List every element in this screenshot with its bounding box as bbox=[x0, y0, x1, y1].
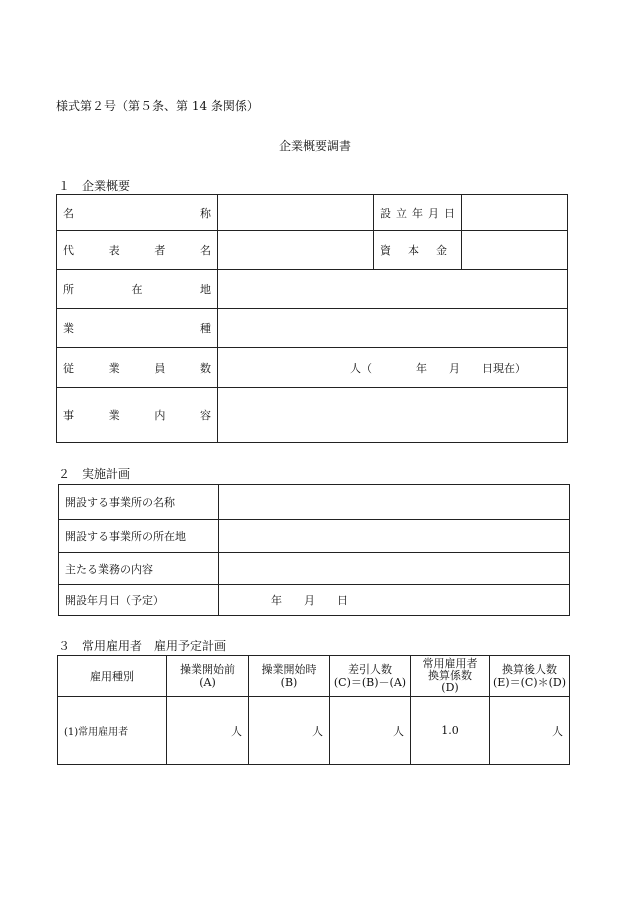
value-established[interactable] bbox=[462, 195, 568, 231]
label-representative: 代 表 者 名 bbox=[57, 231, 218, 270]
row-business bbox=[57, 388, 568, 443]
row-representative bbox=[57, 231, 568, 270]
section3-heading: ３ 常用雇用者 雇用予定計画 bbox=[58, 639, 227, 653]
plan-value[interactable] bbox=[219, 553, 570, 585]
label-business: 事 業 内 容 bbox=[57, 388, 218, 443]
header-employment-type: 雇用種別 bbox=[58, 656, 167, 697]
header-row bbox=[58, 656, 570, 697]
cell-e[interactable]: 人 bbox=[490, 697, 570, 765]
implementation-plan-table bbox=[58, 484, 570, 616]
header-converted: 換算後人数 (E)＝(C)＊(D) bbox=[490, 656, 570, 697]
value-address[interactable] bbox=[218, 270, 568, 309]
row-employees bbox=[57, 348, 568, 388]
value-capital[interactable] bbox=[462, 231, 568, 270]
header-coefficient: 常用雇用者 換算係数 (D) bbox=[411, 656, 490, 697]
label-name: 名 称 bbox=[57, 195, 218, 231]
plan-row bbox=[59, 585, 570, 616]
cell-type: (1)常用雇用者 bbox=[58, 697, 167, 765]
cell-b[interactable]: 人 bbox=[249, 697, 330, 765]
plan-label: 開設年月日（予定） bbox=[59, 585, 219, 616]
row-name bbox=[57, 195, 568, 231]
section2-heading: ２ 実施計画 bbox=[58, 467, 131, 481]
value-business[interactable] bbox=[218, 388, 568, 443]
plan-value[interactable]: 年 月 日 bbox=[219, 585, 570, 616]
value-employees[interactable]: 人（ 年 月 日現在） bbox=[218, 348, 568, 388]
form-number: 様式第２号（第５条、第 14 条関係） bbox=[56, 99, 259, 113]
cell-c[interactable]: 人 bbox=[330, 697, 411, 765]
cell-d: 1.0 bbox=[411, 697, 490, 765]
document-title: 企業概要調書 bbox=[278, 139, 351, 153]
plan-row bbox=[59, 553, 570, 585]
header-difference: 差引人数 (C)＝(B)－(A) bbox=[330, 656, 411, 697]
header-before-start: 操業開始前 (A) bbox=[167, 656, 249, 697]
label-industry: 業 種 bbox=[57, 309, 218, 348]
plan-value[interactable] bbox=[219, 520, 570, 553]
label-employees: 従 業 員 数 bbox=[57, 348, 218, 388]
value-name[interactable] bbox=[218, 195, 374, 231]
data-row bbox=[58, 697, 570, 765]
row-industry bbox=[57, 309, 568, 348]
value-industry[interactable] bbox=[218, 309, 568, 348]
plan-label: 開設する事業所の所在地 bbox=[59, 520, 219, 553]
cell-a[interactable]: 人 bbox=[167, 697, 249, 765]
label-established: 設 立 年 月 日 bbox=[374, 195, 462, 231]
header-at-start: 操業開始時 (B) bbox=[249, 656, 330, 697]
plan-row bbox=[59, 520, 570, 553]
company-overview-table bbox=[56, 194, 568, 443]
plan-label: 開設する事業所の名称 bbox=[59, 485, 219, 520]
section1-heading: １ 企業概要 bbox=[58, 179, 131, 193]
row-address bbox=[57, 270, 568, 309]
plan-row bbox=[59, 485, 570, 520]
label-address: 所 在 地 bbox=[57, 270, 218, 309]
label-capital: 資 本 金 bbox=[374, 231, 462, 270]
value-representative[interactable] bbox=[218, 231, 374, 270]
plan-label: 主たる業務の内容 bbox=[59, 553, 219, 585]
employment-plan-table bbox=[57, 655, 570, 765]
plan-value[interactable] bbox=[219, 485, 570, 520]
